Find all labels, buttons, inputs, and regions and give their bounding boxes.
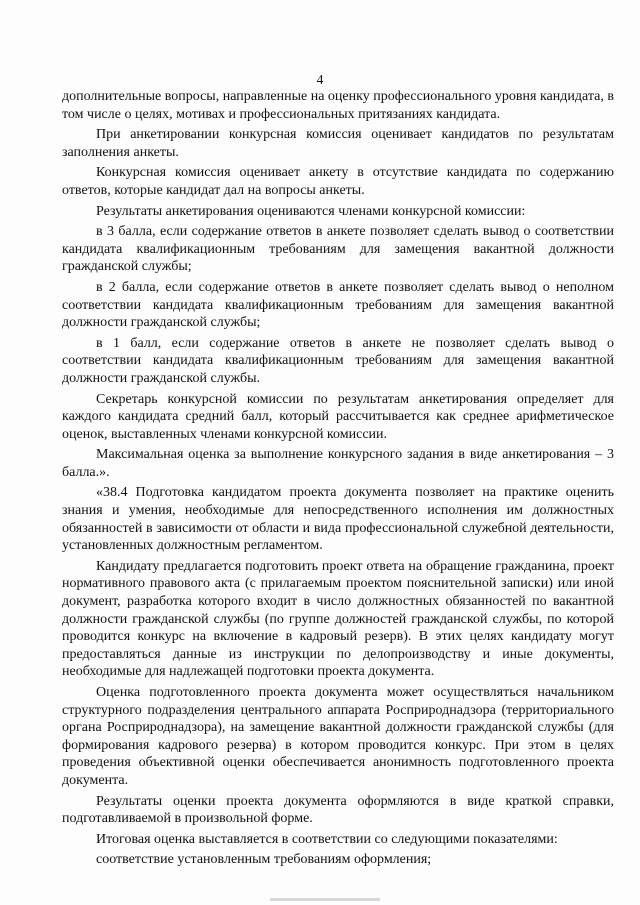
document-body: [62, 88, 614, 872]
paragraph: дополнительные вопросы, направленные на оценку профессионального уровня кандидата, в том числе о целях, мотивах и профессиональных притязаниях кандидата.: [62, 89, 614, 122]
paragraph: соответствие установленным требованиям оформления;: [96, 852, 432, 868]
scan-artifact: [270, 898, 380, 901]
paragraph: Кандидату предлагается подготовить проект ответа на обращение гражданина, проект нормативного правового акта (с прилагаемым проектом пояснительной записки) или иной документ, разработка которого входит в число должностных обязанностей по вакантной должности гражданской службы (по группе должностей гражданской службы, по которой проводится конкурс на включение в кадровый резерв). В этих целях кандидату могут предоставляться данные из инструкции по делопроизводству и иные документы, необходимые для надлежащей подготовки проекта документа.: [62, 558, 614, 680]
paragraph: Максимальная оценка за выполнение конкурсного задания в виде анкетирования – 3 балла.».: [62, 447, 614, 480]
paragraph: Оценка подготовленного проекта документа может осуществляться начальником структурного подразделения центрального аппарата Росприроднадзора (территориального органа Росприроднадзора), на замещение вакантной должности гражданской службы (для формирования кадрового резерва) в котором проводится конкурс. При этом в целях проведения объективной оценки обеспечивается анонимность подготовленного проекта документа.: [62, 685, 614, 788]
page-number: 4: [316, 72, 324, 87]
paragraph: При анкетировании конкурсная комиссия оценивает кандидатов по результатам заполнения анкеты.: [62, 127, 614, 160]
paragraph: Результаты анкетирования оцениваются членами конкурсной комиссии:: [96, 203, 526, 219]
paragraph: в 2 балла, если содержание ответов в анкете позволяет сделать вывод о неполном соответствии кандидата квалификационным требованиям для замещения вакантной должности гражданской службы;: [62, 279, 614, 331]
paragraph: Итоговая оценка выставляется в соответствии со следующими показателями:: [96, 831, 558, 847]
paragraph: Результаты оценки проекта документа оформляются в виде краткой справки, подготавливаемой в произвольной форме.: [62, 793, 614, 827]
paragraph: в 1 балл, если содержание ответов в анкете не позволяет сделать вывод о соответствии кандидата квалификационным требованиям для замещения вакантной должности гражданской службы.: [62, 335, 614, 386]
paragraph: Секретарь конкурсной комиссии по результатам анкетирования определяет для каждого кандидата средний балл, который рассчитывается как среднее арифметическое оценок, выставленных членами конкурсной комиссии.: [62, 391, 614, 442]
paragraph: Конкурсная комиссия оценивает анкету в отсутствие кандидата по содержанию ответов, которые кандидат дал на вопросы анкеты.: [62, 165, 614, 198]
paragraph: в 3 балла, если содержание ответов в анкете позволяет сделать вывод о соответствии кандидата квалификационным требованиям для замещения вакантной должности гражданской службы;: [62, 224, 614, 275]
paragraph: «38.4 Подготовка кандидатом проекта документа позволяет на практике оценить знания и умения, необходимые для непосредственного исполнения им должностных обязанностей в зависимости от области и вида профессиональной служебной деятельности, установленных должностным регламентом.: [62, 485, 614, 554]
